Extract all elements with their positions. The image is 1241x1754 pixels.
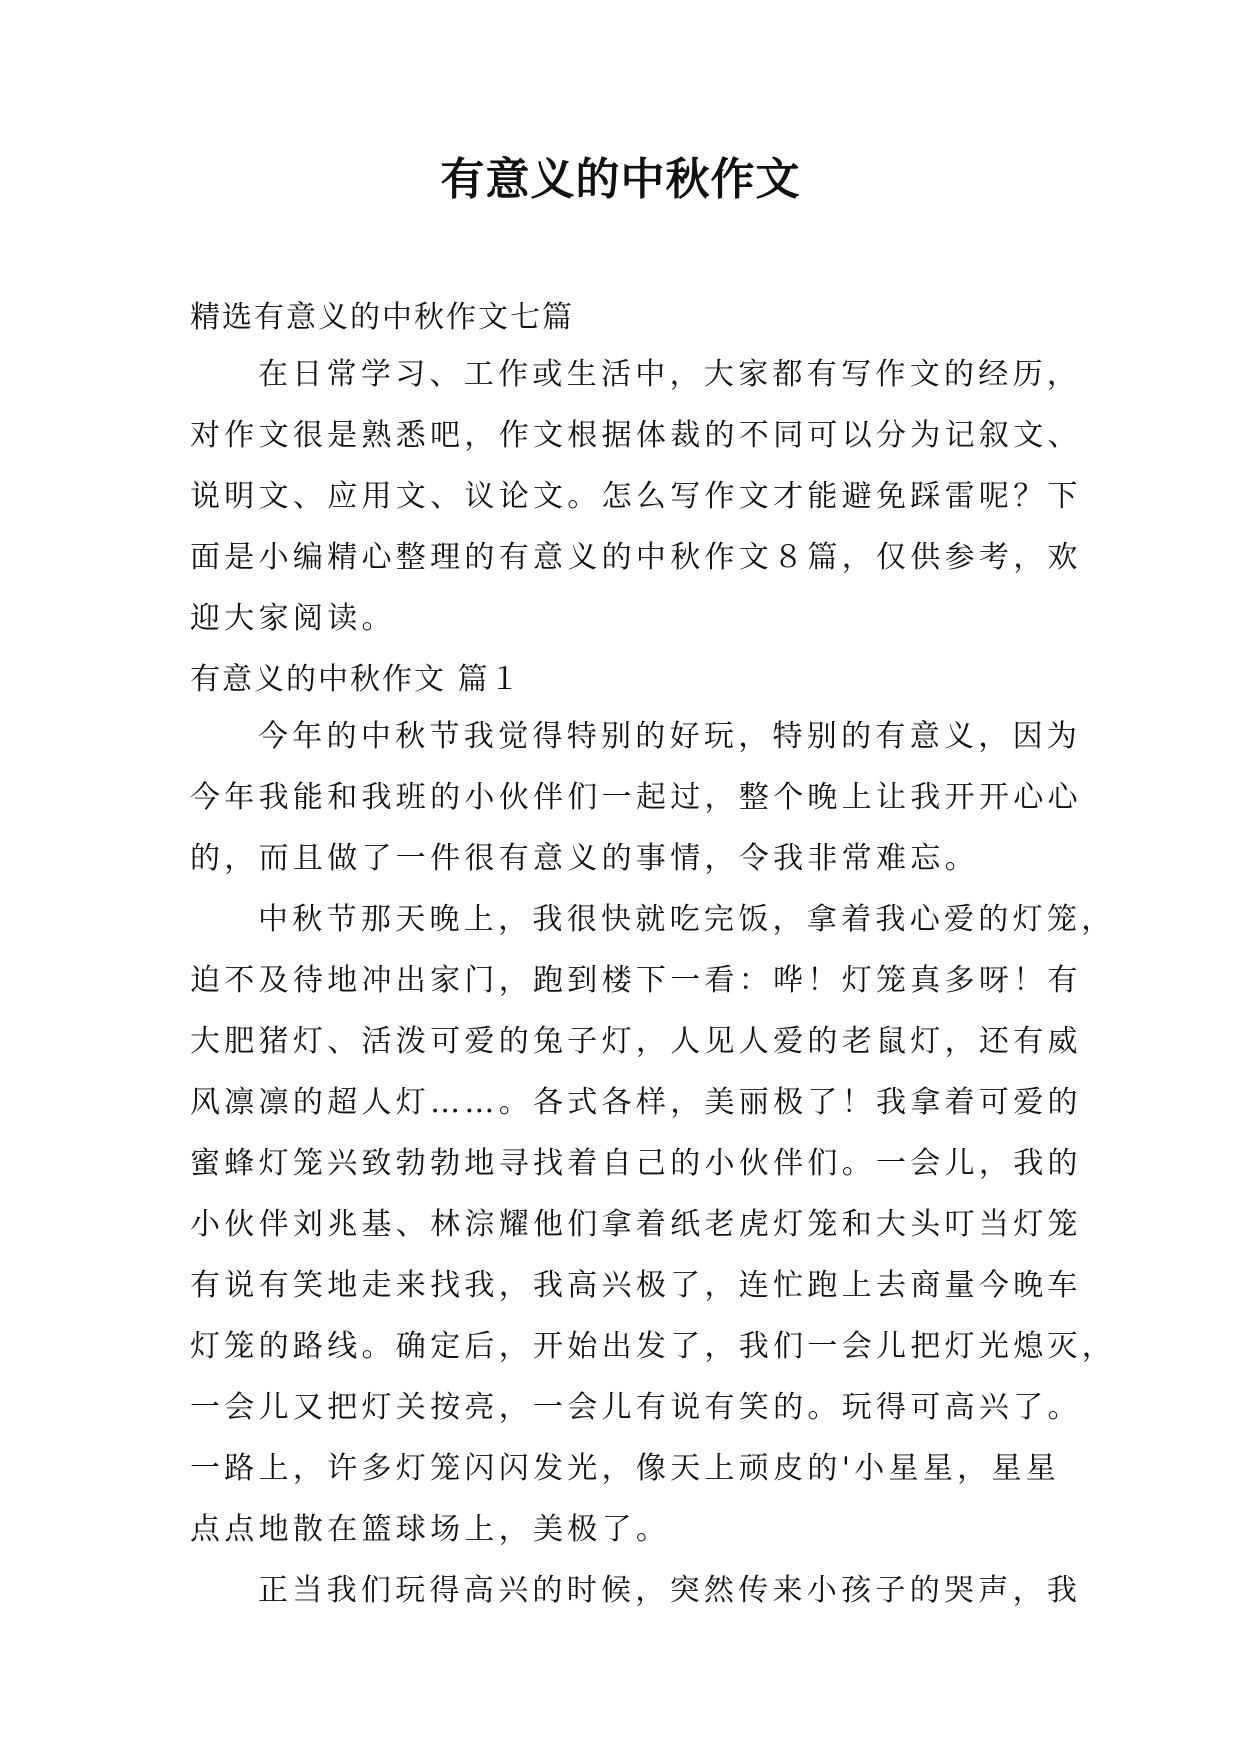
paragraph-line: 今年我能和我班的小伙伴们一起过，整个晚上让我开开心心	[190, 780, 1082, 815]
paragraph-1	[190, 706, 1082, 889]
paragraph-line: 说明文、应用文、议论文。怎么写作文才能避免踩雷呢？下	[190, 479, 1082, 514]
paragraph-line: 风凛凛的超人灯……。各式各样，美丽极了！我拿着可爱的	[190, 1085, 1082, 1120]
paragraph-line: 一路上，许多灯笼闪闪发光，像天上顽皮的'小星星，星星	[190, 1451, 1061, 1486]
section-heading: 有意义的中秋作文 篇１	[190, 662, 522, 697]
paragraph-line: 大肥猪灯、活泼可爱的兔子灯，人见人爱的老鼠灯，还有威	[190, 1024, 1082, 1059]
paragraph-line: 的，而且做了一件很有意义的事情，令我非常难忘。	[190, 841, 979, 876]
document-title: 有意义的中秋作文	[440, 154, 801, 205]
paragraph-line: 正当我们玩得高兴的时候，突然传来小孩子的哭声，我	[258, 1573, 1082, 1608]
paragraph-line: 蜜蜂灯笼兴致勃勃地寻找着自己的小伙伴们。一会儿，我的	[190, 1146, 1082, 1181]
paragraph-line: 迫不及待地冲出家门，跑到楼下一看：哗！灯笼真多呀！有	[190, 963, 1082, 998]
intro-paragraph	[190, 344, 1082, 649]
paragraph-line: 面是小编精心整理的有意义的中秋作文８篇，仅供参考，欢	[190, 540, 1082, 575]
paragraph-line: 在日常学习、工作或生活中，大家都有写作文的经历，	[258, 357, 1082, 392]
document-body	[190, 287, 1117, 1621]
paragraph-line: 点点地散在篮球场上，美极了。	[190, 1512, 671, 1547]
paragraph-line: 一会儿又把灯关按亮，一会儿有说有笑的。玩得可高兴了。	[190, 1390, 1082, 1425]
paragraph-3	[190, 1560, 1082, 1621]
paragraph-line: 中秋节那天晚上，我很快就吃完饭，拿着我心爱的灯笼，	[258, 902, 1116, 937]
paragraph-line: 有说有笑地走来找我，我高兴极了，连忙跑上去商量今晚车	[190, 1268, 1082, 1303]
paragraph-line: 小伙伴刘兆基、林淙耀他们拿着纸老虎灯笼和大头叮当灯笼	[190, 1207, 1082, 1242]
paragraph-line: 对作文很是熟悉吧，作文根据体裁的不同可以分为记叙文、	[190, 418, 1082, 453]
paragraph-line: 灯笼的路线。确定后，开始出发了，我们一会儿把灯光熄灭，	[190, 1329, 1117, 1364]
paragraph-line: 今年的中秋节我觉得特别的好玩，特别的有意义，因为	[258, 719, 1082, 754]
document-subtitle: 精选有意义的中秋作文七篇	[190, 300, 574, 335]
paragraph-2	[190, 889, 1117, 1560]
paragraph-line: 迎大家阅读。	[190, 601, 396, 636]
